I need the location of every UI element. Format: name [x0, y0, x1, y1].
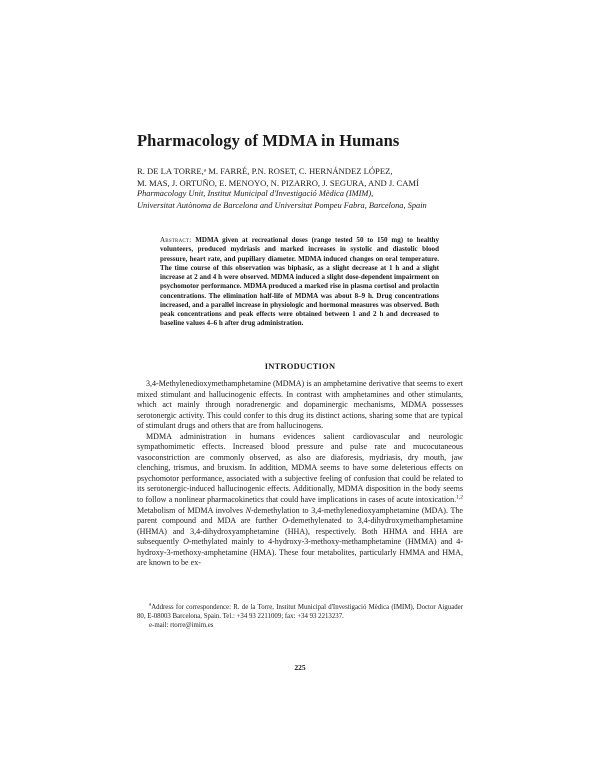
- intro-p2-part-e: -methylated mainly to 4-hydroxy-3-methoxy-methamphetamine (HMMA) and 4-hydroxy-3-methoxy-amphetamine (HMA). These four metabolites, particularly HMMA and HMA, are known to be ex-: [137, 537, 464, 568]
- abstract: [160, 236, 439, 329]
- citation-ref: 1,2: [456, 494, 463, 501]
- page-number: 225: [294, 663, 306, 672]
- affiliation: [137, 188, 477, 212]
- section-heading: INTRODUCTION: [264, 362, 336, 371]
- footnote-marker: a: [149, 602, 152, 608]
- footnote-address: [137, 603, 463, 621]
- affiliation-line-1: Pharmacology Unit, Institut Municipal d'Investigació Mèdica (IMIM),: [137, 189, 374, 198]
- author-line-2: M. MAS, J. ORTUÑO, E. MENOYO, N. PIZARRO, J. SEGURA, AND J. CAMÍ: [137, 178, 419, 189]
- intro-p2-part-b: Metabolism of MDMA involves: [137, 505, 246, 515]
- introduction-body: [137, 379, 463, 569]
- intro-p2-part-c: -demethylation to 3,4-methylenedioxyamphetamine (MDA). The parent compound and MDA are further: [137, 505, 464, 526]
- footnote-text: Address for correspondence: R. de la Torre, Institut Municipal d'Investigació Mèdica (IMIM), Doctor Aiguader 80, E-08003 Barcelona, Spain. Tel.: +34 93 2211009; fax: +34 93 2213237.: [137, 604, 463, 620]
- italic-n: N: [245, 505, 251, 515]
- author-list: [137, 165, 467, 189]
- intro-p2-part-d: -demethylenated to 3,4-dihydroxymethamphetamine (HHMA) and 3,4-dihydroxyamphetamine (HHA), respectively. Both HHMA and HHA are subsequently: [137, 516, 463, 547]
- intro-paragraph-2: [137, 432, 463, 569]
- italic-o-1: O: [282, 516, 289, 526]
- paper-title: Pharmacology of MDMA in Humans: [137, 131, 400, 150]
- footnote: [137, 603, 463, 630]
- abstract-text: MDMA given at recreational doses (range tested 50 to 150 mg) to healthy volunteers, produced mydriasis and marked increases in systolic and diastolic blood pressure, heart rate, and pupillary diameter. MDMA induced changes on oral temperature. The time course of this observation was biphasic, as a slight decrease at 1 h and a slight increase at 2 and 4 h were observed. MDMA induced a slight dose-dependent impairment on psychomotor performance. MDMA produced a marked rise in plasma cortisol and prolactin concentrations. The elimination half-life of MDMA was about 8–9 h. Drug concentrations increased, and a parallel increase in physiologic and hormonal measures was observed. Both peak concentrations and peak effects were obtained between 1 and 2 h and decreased to baseline values 4–6 h after drug administration.: [160, 236, 439, 328]
- abstract-label: Abstract:: [160, 236, 192, 244]
- italic-o-2: O: [183, 537, 189, 547]
- footnote-email: e-mail: rtorre@imim.es: [149, 622, 214, 629]
- affiliation-line-2: Universitat Autònoma de Barcelona and Universitat Pompeu Fabra, Barcelona, Spain: [137, 201, 427, 210]
- intro-p2-part-a: MDMA administration in humans evidences salient cardiovascular and neurologic sympathomimetic effects. Increased blood pressure and pulse rate and mucocutaneous vasoconstriction are commonly observed, as also are diaforesis, mydriasis, dry mouth, jaw clenching, trismus, and bruxism. In addition, MDMA seems to have some deleterious effects on psychomotor performance, associated with a subjective feeling of confusion that could be related to its serotonergic-induced hallucinogenic effects. Additionally, MDMA disposition in the body seems to follow a nonlinear pharmacokinetics that could have implications in cases of acute intoxication.: [137, 431, 463, 505]
- author-line-1: R. DE LA TORRE,ᵃ M. FARRÉ, P.N. ROSET, C. HERNÁNDEZ LÓPEZ,: [137, 166, 393, 176]
- intro-paragraph-1: 3,4-Methylenedioxymethamphetamine (MDMA) is an amphetamine derivative that seems to exert mixed stimulant and hallucinogenic effects. In contrast with amphetamines and other stimulants, which act mainly through noradrenergic and dopaminergic mechanisms, MDMA possesses serotonergic activity. This could confer to this drug its distinct actions, sharing some that are typical of stimulant drugs and others that are from hallucinogens.: [137, 379, 463, 431]
